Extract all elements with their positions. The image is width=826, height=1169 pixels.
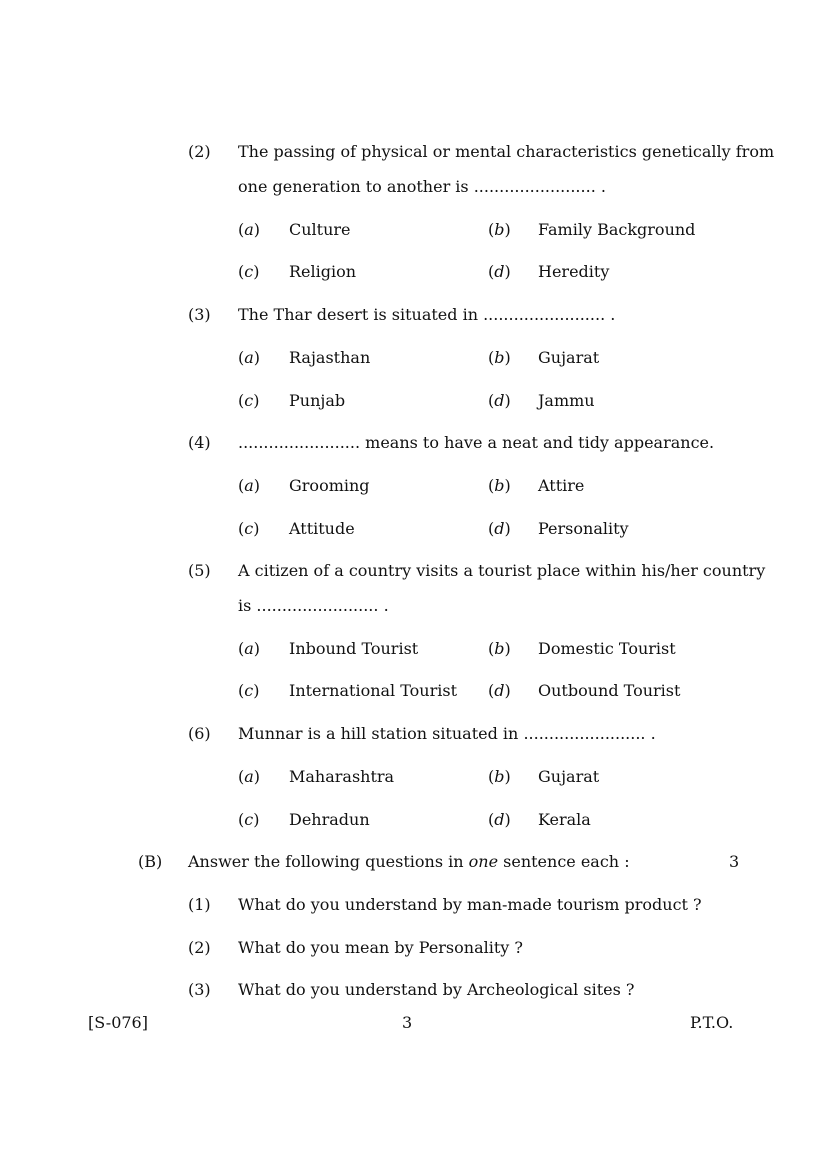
question-number: (6) [188, 724, 211, 743]
option-label: (d) [488, 810, 511, 829]
option-text: Gujarat [538, 767, 600, 786]
option-label: (b) [488, 348, 511, 367]
question-text: The passing of physical or mental characteristics genetically from [238, 142, 775, 161]
option-label: (a) [238, 220, 261, 239]
question-text: The Thar desert is situated in ........................ . [238, 305, 616, 324]
option-label: (c) [238, 810, 260, 829]
option-text: Domestic Tourist [538, 639, 676, 658]
option-text: Attire [538, 476, 585, 495]
question-text-continued: one generation to another is ........................ . [238, 177, 606, 196]
option-text: Family Background [538, 220, 696, 239]
question-text-continued: is ........................ . [238, 596, 389, 615]
question-number: (2) [188, 938, 211, 957]
question-text: What do you understand by man-made tourism product ? [238, 895, 702, 914]
option-text: International Tourist [289, 681, 458, 700]
option-label: (b) [488, 639, 511, 658]
question-number: (1) [188, 895, 211, 914]
option-label: (a) [238, 476, 261, 495]
option-label: (a) [238, 767, 261, 786]
question-text: What do you mean by Personality ? [238, 938, 523, 957]
question-number: (5) [188, 561, 211, 580]
option-text: Attitude [289, 519, 355, 538]
option-label: (c) [238, 391, 260, 410]
option-text: Religion [289, 262, 357, 281]
option-text: Kerala [538, 810, 591, 829]
option-label: (b) [488, 476, 511, 495]
option-label: (a) [238, 348, 261, 367]
option-text: Personality [538, 519, 629, 538]
option-label: (c) [238, 262, 260, 281]
emphasis: one [468, 852, 499, 871]
option-text: Punjab [289, 391, 346, 410]
option-text: Jammu [538, 391, 595, 410]
question-number: (2) [188, 142, 211, 161]
page-number: 3 [402, 1013, 413, 1032]
paper-code: [S-076] [88, 1013, 148, 1032]
question-number: (3) [188, 305, 211, 324]
option-text: Inbound Tourist [289, 639, 419, 658]
option-text: Dehradun [289, 810, 370, 829]
question-text: A citizen of a country visits a tourist place within his/her country [238, 561, 766, 580]
option-label: (c) [238, 681, 260, 700]
option-label: (b) [488, 767, 511, 786]
question-text: Munnar is a hill station situated in ........................ . [238, 724, 656, 743]
option-label: (d) [488, 519, 511, 538]
option-text: Heredity [538, 262, 610, 281]
option-label: (b) [488, 220, 511, 239]
option-text: Culture [289, 220, 351, 239]
question-text: ........................ means to have a neat and tidy appearance. [238, 433, 715, 452]
section-marks: 3 [729, 852, 740, 871]
option-text: Maharashtra [289, 767, 395, 786]
question-number: (4) [188, 433, 211, 452]
option-text: Grooming [289, 476, 370, 495]
option-label: (d) [488, 262, 511, 281]
pto-label: P.T.O. [690, 1013, 734, 1032]
option-label: (d) [488, 681, 511, 700]
question-text: What do you understand by Archeological sites ? [238, 980, 635, 999]
option-label: (c) [238, 519, 260, 538]
section-instruction: Answer the following questions in one sentence each : [188, 852, 630, 871]
option-label: (d) [488, 391, 511, 410]
option-text: Outbound Tourist [538, 681, 681, 700]
option-text: Gujarat [538, 348, 600, 367]
question-number: (3) [188, 980, 211, 999]
option-label: (a) [238, 639, 261, 658]
section-label: (B) [138, 852, 163, 871]
option-text: Rajasthan [289, 348, 371, 367]
